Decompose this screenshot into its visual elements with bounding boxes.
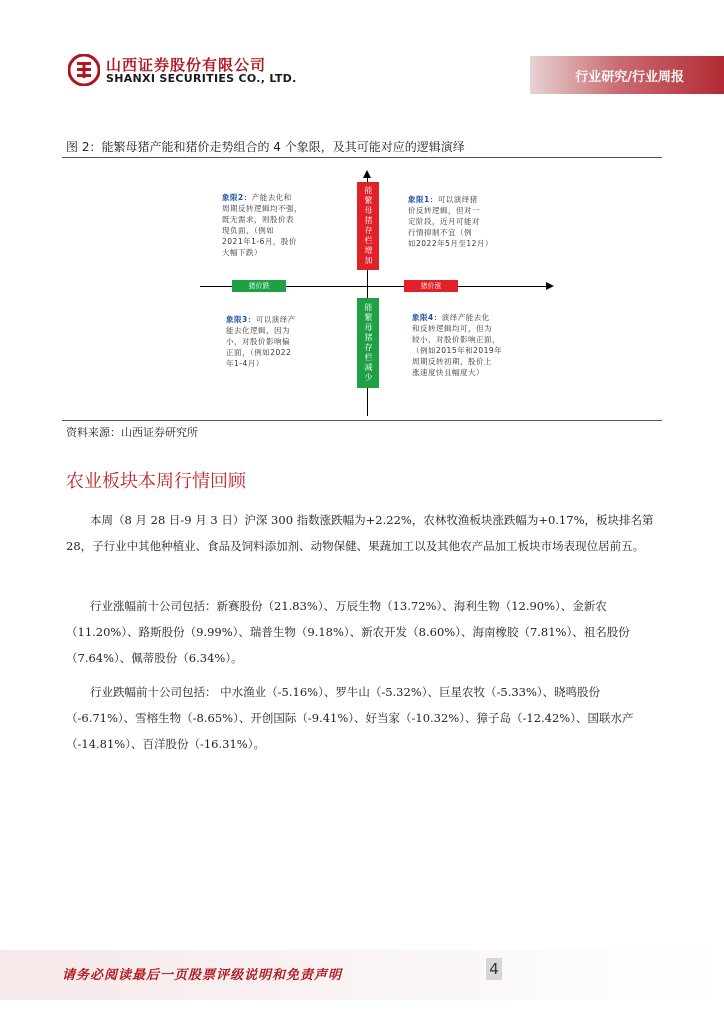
figure-title: 图 2：能繁母猪产能和猪价走势组合的 4 个象限，及其可能对应的逻辑演绎	[66, 140, 465, 154]
quadrant-3-line: 正面，（例如2022	[226, 348, 292, 357]
quadrant-1-line: 价反转逻辑，但对一	[408, 206, 480, 215]
quadrant-4-line: 周期反转初期，股价上	[412, 357, 492, 366]
figure-source: 资料来源：山西证券研究所	[66, 426, 198, 439]
axis-label-sow-decrease: 能繁母猪存栏减少	[357, 298, 379, 388]
quadrant-2-line: 2021年1-6月，股价	[222, 237, 297, 246]
paragraph-top-losers	[66, 679, 660, 757]
quadrant-4-line: （例如2015年和2019年	[412, 346, 503, 355]
quadrant-4-label: 象限4：	[412, 313, 442, 322]
quadrant-1-line: 如2022年5月至12月）	[408, 239, 493, 248]
quadrant-1-line: 定阶段，近月可能对	[408, 217, 480, 226]
header-band	[530, 56, 724, 94]
quadrant-3-label: 象限3：	[226, 315, 256, 324]
figure-top-rule	[62, 157, 662, 158]
page-footer	[0, 950, 724, 1000]
quadrant-3-line: 小，对股价影响偏	[226, 337, 290, 346]
quadrant-2-text	[222, 192, 302, 258]
quadrant-4-line: 和反转逻辑均可，但为	[412, 324, 492, 333]
quadrant-2-line: 周期反转逻辑均不强，	[222, 204, 302, 213]
paragraph-text: 行业跌幅前十公司包括： 中水渔业（-5.16%）、罗牛山（-5.32%）、巨星农牧（-5.33%）、晓鸣股份（-6.71%）、雪榕生物（-8.65%）、开创国际（-9.41%）、好当家（-10.32%）、獐子岛（-12.42%）、国联水产（-14.81%）、百洋股份（-16.31%）。	[66, 685, 634, 751]
quadrant-diagram	[190, 168, 560, 418]
quadrant-3-line: 可以演绎产	[255, 315, 296, 324]
quadrant-2-line: 产能去化和	[251, 193, 292, 202]
quadrant-1-line: 行情抑制不宜（例	[408, 228, 472, 237]
quadrant-3-line: 年1-4月）	[226, 359, 264, 368]
disclaimer-text: 请务必阅读最后一页股票评级说明和免责声明	[62, 968, 343, 983]
company-name-en: SHANXI SECURITIES CO., LTD.	[106, 72, 297, 85]
axis-label-price-fall: 猪价跌	[232, 280, 286, 292]
quadrant-3-line: 能去化逻辑，因为	[226, 326, 290, 335]
paragraph-text: 本周（8 月 28 日-9 月 3 日）沪深 300 指数涨跌幅为+2.22%，农林牧渔板块涨跌幅为+0.17%，板块排名第 28，子行业中其他种植业、食品及饲料添加剂、动物保健、果蔬加工以及其他农产品加工板块市场表现位居前五。	[66, 513, 654, 553]
page-header	[0, 0, 724, 100]
vertical-axis-arrow-icon	[363, 170, 371, 178]
quadrant-1-text	[408, 194, 493, 249]
quadrant-4-line: 演绎产能去化	[441, 313, 490, 322]
horizontal-axis-arrow-icon	[546, 282, 554, 290]
company-name-cn: 山西证券股份有限公司	[106, 56, 267, 74]
paragraph-top-gainers	[66, 593, 660, 671]
report-category: 行业研究/行业周报	[575, 70, 684, 85]
quadrant-1-label: 象限1：	[408, 195, 438, 204]
quadrant-2-label: 象限2：	[222, 193, 252, 202]
paragraph-market-summary	[66, 507, 660, 559]
quadrant-2-line: 大幅下跌）	[222, 248, 262, 257]
figure-bottom-rule	[62, 420, 662, 421]
quadrant-2-line: 既无需求，则股价表	[222, 215, 294, 224]
quadrant-1-line: 可以演绎猪	[437, 195, 478, 204]
company-logo-icon	[68, 54, 100, 86]
quadrant-4-line: 涨速度快且幅度大）	[412, 368, 484, 377]
paragraph-text: 行业涨幅前十公司包括：新赛股份（21.83%）、万辰生物（13.72%）、海利生物（12.90%）、金新农（11.20%）、路斯股份（9.99%）、瑞普生物（9.18%）、新农开发（8.60%）、海南橡胶（7.81%）、祖名股份（7.64%）、佩蒂股份（6.34%）。	[66, 599, 630, 665]
quadrant-4-line: 较小，对股价影响正面，	[412, 335, 500, 344]
quadrant-3-text	[226, 314, 296, 369]
axis-label-sow-increase: 能繁母猪存栏增加	[357, 182, 379, 270]
section-title: 农业板块本周行情回顾	[66, 471, 246, 492]
quadrant-4-text	[412, 312, 502, 378]
page-number: 4	[486, 958, 502, 980]
axis-label-price-rise: 猪价涨	[404, 280, 458, 292]
quadrant-2-line: 现负面，（例如	[222, 226, 275, 235]
